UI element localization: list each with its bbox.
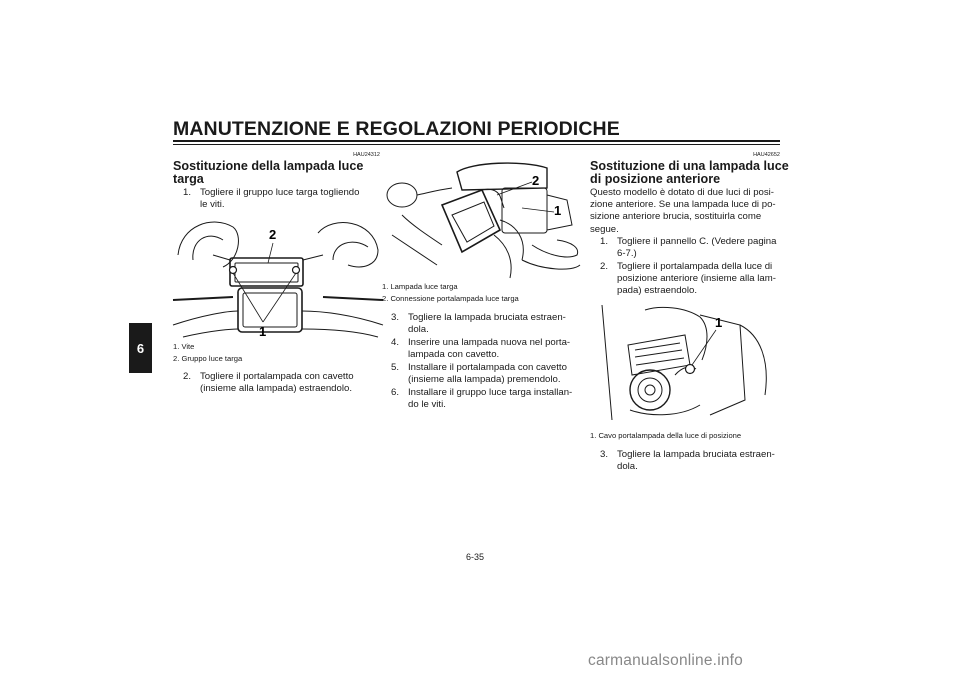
figure-caption-1: 1. Lampada luce targa [382,282,458,291]
intro-line: segue. [590,223,619,235]
step-text-line1: Installare il portalampada con cavetto [408,362,567,373]
page-number: 6-35 [466,552,485,562]
step-4 [391,337,581,361]
callout-1: 1 [554,203,562,218]
step-number: 2. [183,371,192,382]
step-number: 2. [600,261,609,272]
step-text-line2: le viti. [200,199,225,211]
figure-caption-2: 2. Connessione portalampada luce targa [382,294,519,303]
header-rule-thick [173,140,780,142]
step-text-line1: Installare il gruppo luce targa installan- [408,387,573,398]
step-text-line1: Togliere il portalampada della luce di [617,261,773,272]
step-number: 1. [183,187,192,198]
step-number: 6. [391,387,400,398]
step-text-line1: Togliere la lampada bruciata estraen- [617,449,775,460]
figure-license-light-assembly [173,215,383,340]
step-text-line1: Togliere il gruppo luce targa togliendo [200,187,360,198]
step-text-line3: pada) estraendolo. [617,285,698,297]
step-text-line2: (insieme alla lampada) estraendolo. [200,383,352,395]
step-2 [600,261,785,298]
step-text-line2: lampada con cavetto. [408,349,500,361]
watermark-text: carmanualsonline.info [588,652,743,669]
intro-paragraph [590,187,780,236]
header-rule-thin [173,144,780,145]
step-text-line1: Togliere la lampada bruciata estraen- [408,312,566,323]
step-number: 5. [391,362,400,373]
step-1 [600,236,785,260]
section-title-line2: di posizione anteriore [590,172,721,186]
step-number: 3. [391,312,400,323]
figure-caption-1: 1. Vite [173,342,195,351]
intro-line: sizione anteriore brucia, sostituirla come [590,211,762,223]
step-3 [600,449,785,473]
step-text-line2: posizione anteriore (insieme alla lam- [617,273,776,285]
callout-1: 1 [259,324,267,339]
figure-caption-1: 1. Cavo portalampada della luce di posizione [590,431,742,440]
step-number: 4. [391,337,400,348]
step-text-line2: (insieme alla lampada) premendolo. [408,374,561,386]
step-text-line2: 6-7.) [617,248,637,260]
chapter-tab: 6 [129,323,152,373]
step-text-line1: Togliere il portalampada con cavetto [200,371,354,382]
step-text-line2: do le viti. [408,399,446,411]
callout-2: 2 [532,173,540,188]
step-3 [391,312,581,336]
callout-2: 2 [269,227,277,242]
section-code: HAU24312 [353,152,380,158]
step-5 [391,362,581,386]
figure-bulb-socket [382,160,580,280]
section-code: HAU42652 [753,152,780,158]
step-2 [183,371,383,395]
section-title-line1: Sostituzione della lampada luce [173,159,364,173]
section-title-line1: Sostituzione di una lampada luce [590,159,789,173]
callout-1: 1 [715,315,723,330]
section-title-line2: targa [173,172,204,186]
page-header-title: MANUTENZIONE E REGOLAZIONI PERIODICHE [173,118,620,140]
step-text-line2: dola. [617,461,638,473]
intro-line: Questo modello è dotato di due luci di posi- [590,187,774,198]
step-text-line1: Togliere il pannello C. (Vedere pagina [617,236,777,247]
figure-position-light-cable [590,305,782,425]
figure-caption-2: 2. Gruppo luce targa [173,354,243,363]
step-text-line1: Inserire una lampada nuova nel porta- [408,337,571,348]
step-text-line2: dola. [408,324,429,336]
step-6 [391,387,581,411]
intro-line: zione anteriore. Se una lampada luce di po- [590,199,776,211]
step-number: 1. [600,236,609,247]
step-number: 3. [600,449,609,460]
step-1 [183,187,383,211]
